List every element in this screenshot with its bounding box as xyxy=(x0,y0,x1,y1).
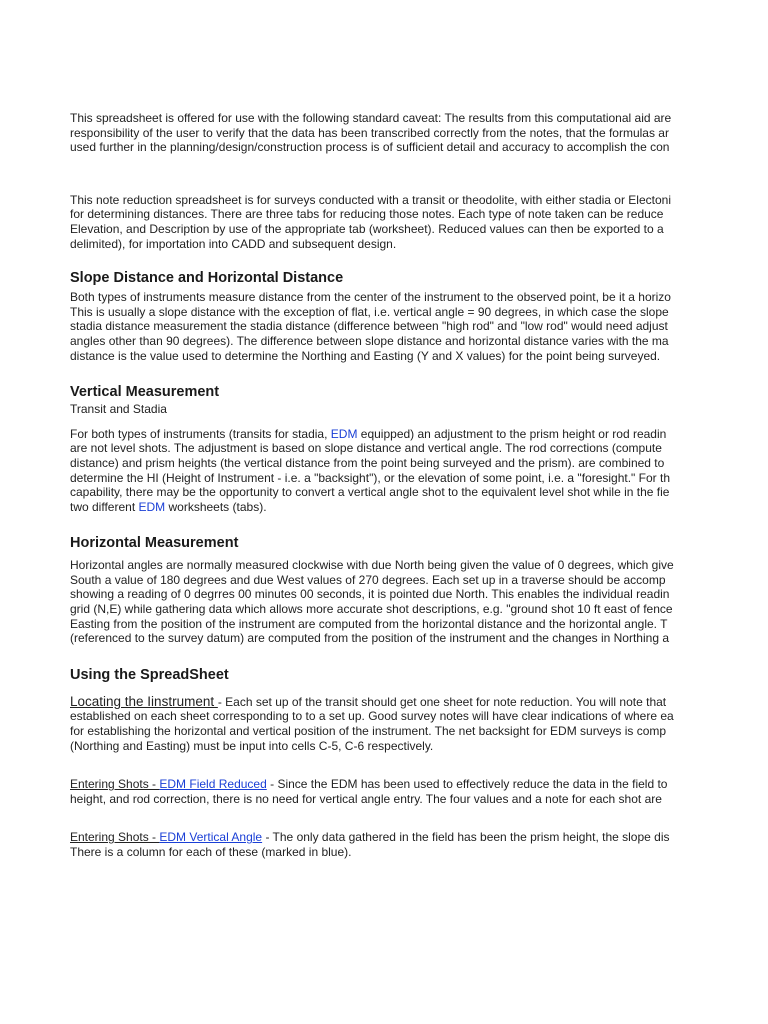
vertical-line xyxy=(70,500,698,515)
entering-field-reduced-paragraph xyxy=(70,777,698,806)
intro-line: delimited), for importation into CADD and subsequent design. xyxy=(70,236,397,251)
slope-line: stadia distance measurement the stadia distance (difference between "high rod" and "low rod" would need adjust xyxy=(70,319,668,334)
vertical-line-text: For both types of instruments (transits for stadia, xyxy=(70,426,331,441)
entering-shots-label: Entering Shots - xyxy=(70,777,160,792)
entering-vertical-angle-paragraph xyxy=(70,830,698,859)
vertical-line: are not level shots. The adjustment is based on slope distance and vertical angle. The rod corrections (compute xyxy=(70,441,662,456)
edm-link[interactable]: EDM xyxy=(138,499,166,514)
horizontal-line: Easting from the position of the instrument are computed from the horizontal distance and the horizontal angle. T xyxy=(70,616,668,631)
slope-line: Both types of instruments measure distance from the center of the instrument to the observed point, be it a horizo xyxy=(70,290,671,305)
vertical-line: capability, there may be the opportunity to convert a vertical angle shot to the equivalent level shot while in the fie xyxy=(70,485,670,500)
vertical-heading: Vertical Measurement xyxy=(70,384,220,401)
entering-line xyxy=(70,830,698,845)
horizontal-line: (referenced to the survey datum) are computed from the position of the instrument and the changes in Northing a xyxy=(70,631,669,646)
document-content xyxy=(70,111,698,860)
locating-line: (Northing and Easting) must be input into cells C-5, C-6 respectively. xyxy=(70,738,434,753)
horizontal-line: grid (N,E) while gathering data which allows more accurate shot descriptions, e.g. "ground shot 10 ft east of fence xyxy=(70,602,673,617)
slope-line: angles other than 90 degrees). The difference between slope distance and horizontal distance varies with the ma xyxy=(70,333,669,348)
vertical-line-text: worksheets (tabs). xyxy=(165,499,267,514)
vertical-line-text: equipped) an adjustment to the prism height or rod readin xyxy=(357,426,667,441)
intro-line: Elevation, and Description by use of the appropriate tab (worksheet). Reduced values can then be exported to a xyxy=(70,221,664,236)
intro-line: This note reduction spreadsheet is for surveys conducted with a transit or theodolite, with either stadia or Electoni xyxy=(70,192,671,207)
entering-line xyxy=(70,777,698,792)
horizontal-line: Horizontal angles are normally measured clockwise with due North being given the value of 0 degrees, which give xyxy=(70,558,674,573)
vertical-line-text: two different xyxy=(70,499,139,514)
vertical-line: distance) and prism heights (the vertical distance from the point being surveyed and the prism). are combined to xyxy=(70,455,665,470)
edm-vertical-angle-link[interactable]: EDM Vertical Angle xyxy=(159,830,263,845)
intro-line: for determining distances. There are three tabs for reducing those notes. Each type of note taken can be reduce xyxy=(70,207,664,222)
vertical-line: determine the HI (Height of Instrument - i.e. a "backsight"), or the elevation of some point, i.e. a "foresight." For th xyxy=(70,470,670,485)
locating-line-text: - Each set up of the transit should get one sheet for note reduction. You will note that xyxy=(217,694,667,709)
vertical-paragraph xyxy=(70,427,698,515)
edm-link[interactable]: EDM xyxy=(330,426,358,441)
locating-line xyxy=(70,695,698,710)
locating-instrument-label: Locating the Iinstrument xyxy=(70,693,218,709)
caveat-line: This spreadsheet is offered for use with the following standard caveat: The results from this computational aid are xyxy=(70,111,672,125)
locating-line: for establishing the horizontal and vertical position of the instrument. The net backsight for EDM surveys is comp xyxy=(70,724,667,739)
slope-heading: Slope Distance and Horizontal Distance xyxy=(70,270,344,287)
entering-line-text: - Since the EDM has been used to effectively reduce the data in the field to xyxy=(266,777,668,792)
entering-line: height, and rod correction, there is no need for vertical angle entry. The four values and a note for each shot are xyxy=(70,791,662,806)
entering-shots-label: Entering Shots - xyxy=(70,830,160,845)
caveat-paragraph xyxy=(70,111,698,155)
horizontal-line: South a value of 180 degrees and due West values of 270 degrees. Each set up in a traverse should be accomp xyxy=(70,572,666,587)
entering-line-text: - The only data gathered in the field has been the prism height, the slope dis xyxy=(262,830,670,845)
locating-line: established on each sheet corresponding to to a set up. Good survey notes will have clear indications of where ea xyxy=(70,709,674,724)
vertical-subheading: Transit and Stadia xyxy=(70,402,167,417)
horizontal-line: showing a reading of 0 degrres 00 minutes 00 seconds, it is pointed due North. This enables the individual readin xyxy=(70,587,670,602)
caveat-line: used further in the planning/design/construction process is of sufficient detail and accuracy to accomplish the con xyxy=(70,140,670,155)
slope-line: This is usually a slope distance with the exception of flat, i.e. vertical angle = 90 degrees, in which case the slope xyxy=(70,304,669,319)
horizontal-paragraph xyxy=(70,558,698,646)
caveat-line: responsibility of the user to verify that the data has been transcribed correctly from the notes, that the formulas ar xyxy=(70,125,669,140)
using-heading: Using the SpreadSheet xyxy=(70,666,229,683)
horizontal-heading: Horizontal Measurement xyxy=(70,535,239,552)
intro-paragraph xyxy=(70,193,698,251)
edm-field-reduced-link[interactable]: EDM Field Reduced xyxy=(159,777,267,792)
entering-line: There is a column for each of these (marked in blue). xyxy=(70,845,352,859)
slope-paragraph xyxy=(70,290,698,363)
locating-paragraph xyxy=(70,695,698,753)
vertical-line xyxy=(70,427,698,442)
slope-line: distance is the value used to determine the Northing and Easting (Y and X values) for the point being surveyed. xyxy=(70,348,661,363)
